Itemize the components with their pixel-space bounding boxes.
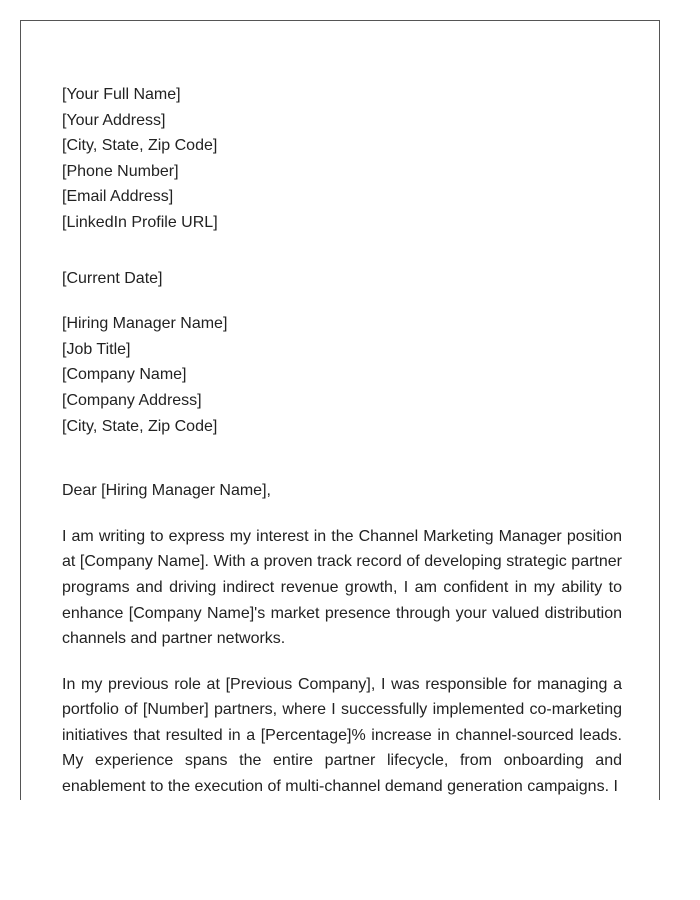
body-paragraph-2: In my previous role at [Previous Company], I was responsible for managing a portfolio of [Number] partners, where I successfully implemented co-marketing initiatives that resulted in a [Percentage]% increase in channel-sourced leads. My experience spans the entire partner lifecycle, from onboarding and enablement to the execution of multi-channel demand generation campaigns. I (62, 675, 622, 796)
sender-email: [Email Address] (62, 188, 174, 206)
recipient-name: [Hiring Manager Name] (62, 315, 228, 333)
letter-date (62, 266, 622, 292)
sender-phone: [Phone Number] (62, 162, 179, 180)
sender-full-name: [Your Full Name] (62, 86, 181, 103)
sender-address: [Your Address] (62, 111, 166, 129)
salutation: Dear [Hiring Manager Name], (62, 482, 271, 500)
recipient-block (62, 311, 622, 439)
sender-block (62, 82, 622, 236)
sender-linkedin: [LinkedIn Profile URL] (62, 213, 218, 231)
recipient-job-title: [Job Title] (62, 340, 131, 358)
recipient-city-state-zip: [City, State, Zip Code] (62, 417, 218, 435)
letter-content (62, 82, 622, 800)
current-date: [Current Date] (62, 269, 163, 287)
letter-page (20, 20, 660, 800)
recipient-company-name: [Company Name] (62, 366, 187, 384)
body-paragraph-1: I am writing to express my interest in the Channel Marketing Manager position at [Company Name]. With a proven track record of developing strategic partner programs and driving indirect revenue growth, I am confident in my ability to enhance [Company Name]'s market presence through your valued distribution channels and partner networks. (62, 527, 622, 648)
recipient-company-address: [Company Address] (62, 391, 202, 409)
sender-city-state-zip: [City, State, Zip Code] (62, 137, 218, 155)
